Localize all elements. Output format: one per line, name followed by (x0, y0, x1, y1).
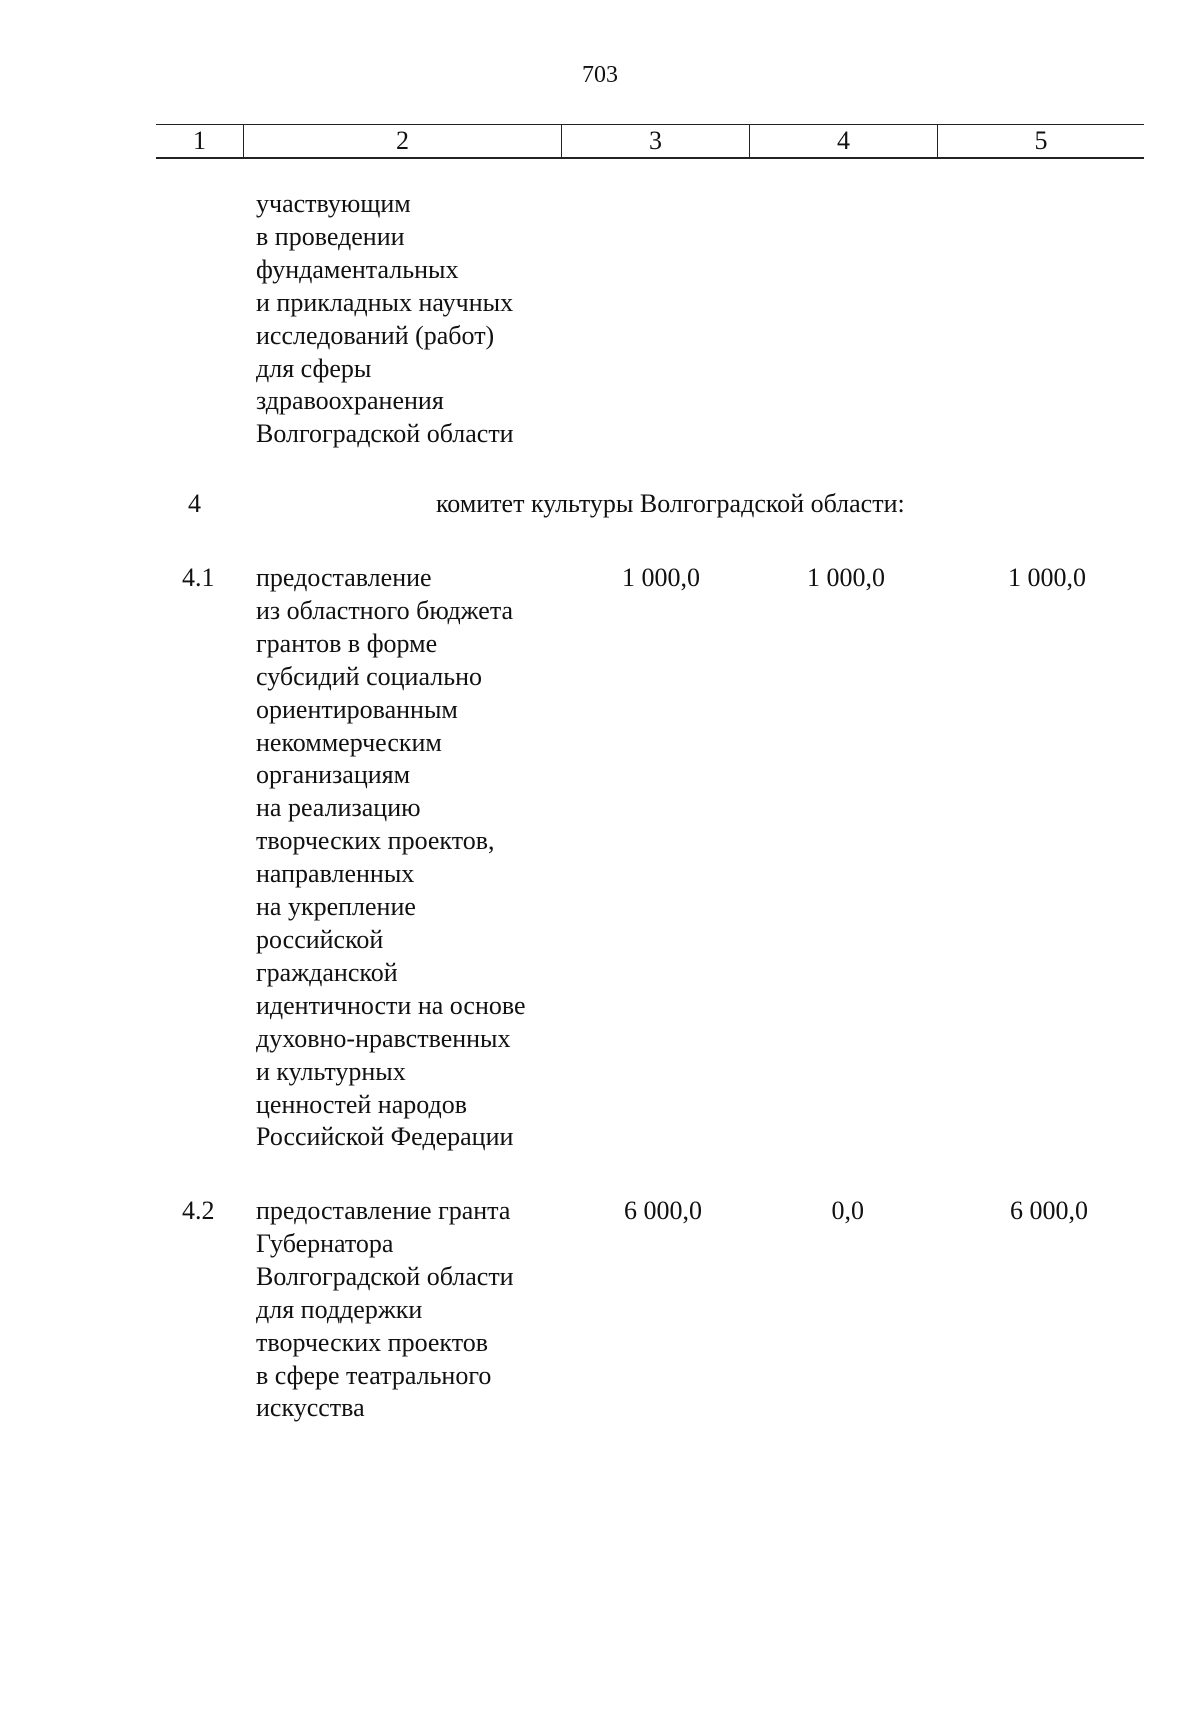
description-line: российской (256, 924, 384, 954)
description-line: ценностей народов (256, 1089, 467, 1119)
description-line: духовно-нравственных (256, 1023, 511, 1053)
description-line: Волгоградской области (256, 419, 514, 449)
description-line: в сфере театрального (256, 1360, 492, 1390)
description-line: искусства (256, 1393, 365, 1423)
section-title: комитет культуры Волгоградской области: (436, 489, 905, 518)
description-line: из областного бюджета (256, 595, 514, 625)
column-header-5: 5 (937, 125, 1144, 157)
row-description (256, 562, 586, 1154)
description-line: и прикладных научных (256, 287, 514, 317)
description-line: предоставление гранта (256, 1196, 511, 1225)
description-line: Российской Федерации (256, 1122, 514, 1152)
column-3-value: 1 000,0 (622, 563, 700, 592)
description-line: творческих проектов (256, 1327, 489, 1357)
description-line: идентичности на основе (256, 990, 526, 1020)
description-line: здравоохранения (256, 386, 444, 416)
row-number: 4.1 (182, 563, 215, 592)
description-line: некоммерческим (256, 727, 442, 757)
description-line: ориентированным (256, 694, 458, 724)
column-4-value: 0,0 (831, 1196, 864, 1225)
description-line: Волгоградской области (256, 1261, 514, 1291)
continuation-description (256, 188, 586, 451)
description-line: направленных (256, 859, 415, 889)
column-header-4: 4 (749, 125, 937, 157)
description-line: творческих проектов, (256, 826, 495, 856)
description-line: исследований (работ) (256, 320, 495, 350)
description-line: субсидий социально (256, 661, 482, 691)
column-header-1: 1 (193, 126, 206, 155)
description-line: на реализацию (256, 793, 421, 823)
column-header-3: 3 (561, 125, 749, 157)
description-line: для сферы (256, 353, 372, 383)
description-line: на укрепление (256, 892, 416, 922)
description-line: гражданской (256, 957, 398, 987)
description-line: фундаментальных (256, 254, 459, 284)
description-line: для поддержки (256, 1294, 423, 1324)
column-5-value: 6 000,0 (1010, 1196, 1088, 1225)
description-line: в проведении (256, 221, 405, 251)
description-line: и культурных (256, 1056, 406, 1086)
column-header-2: 2 (243, 125, 561, 157)
row-number: 4.2 (182, 1196, 215, 1225)
column-4-value: 1 000,0 (807, 563, 885, 592)
page-number: 703 (582, 62, 618, 88)
table-column-header (156, 124, 1144, 159)
description-line: Губернатора (256, 1228, 394, 1258)
description-line: участвующим (256, 189, 411, 218)
description-line: грантов в форме (256, 628, 438, 658)
column-3-value: 6 000,0 (624, 1196, 702, 1225)
row-description (256, 1195, 586, 1425)
section-number: 4 (188, 489, 201, 518)
description-line: организациям (256, 760, 411, 790)
column-5-value: 1 000,0 (1008, 563, 1086, 592)
description-line: предоставление (256, 563, 432, 592)
